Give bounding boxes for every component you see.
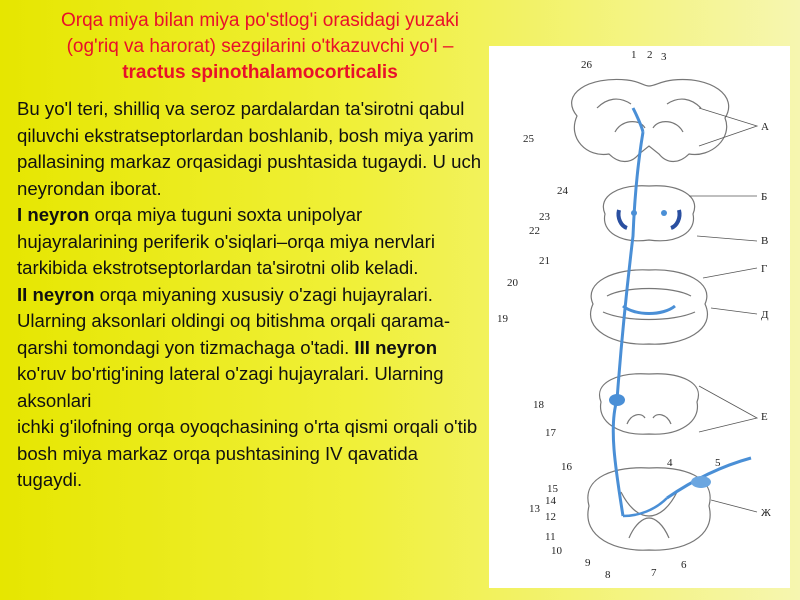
label-23: 23 — [539, 211, 550, 223]
label-22: 22 — [529, 225, 540, 237]
label-5: 5 — [715, 457, 721, 469]
neuron-2-3-paragraph — [17, 282, 485, 415]
pathway-diagram-svg — [489, 46, 790, 588]
label-9: 9 — [585, 557, 591, 569]
title-line-3: tractus spinothalamocorticalis — [122, 62, 398, 83]
neuron-3-text: ko'ruv bo'rtig'ining lateral o'zagi hujayralari. Ularning aksonlari — [17, 363, 444, 411]
pons-section — [591, 270, 708, 344]
medial-lemniscus — [623, 306, 675, 314]
label-2: 2 — [647, 49, 653, 61]
label-26: 26 — [581, 59, 592, 71]
label-18: 18 — [533, 399, 544, 411]
letter-G: Г — [761, 263, 768, 275]
final-paragraph: ichki g'ilofning orqa oyoqchasining o'rta qismi orqali o'tib bosh miya markaz orqa pushtasining IV qavatida tugaydi. — [17, 416, 478, 490]
title-line-2: (og'riq va harorat) sezgilarini o'tkazuvchi yo'l – — [66, 36, 454, 57]
brain-section — [572, 79, 729, 161]
letter-B: Б — [761, 191, 768, 203]
label-14: 14 — [545, 495, 556, 507]
neuron-2-text: orqa miyaning xususiy o'zagi hujayralari. Ularning aksonlari oldingi oq bitishma orqali qarama-qarshi tomondagi yon tizmachaga o'tadi. — [17, 283, 451, 358]
spinal-ganglion — [691, 476, 711, 488]
letter-Zh: Ж — [761, 507, 771, 519]
slide-body-text — [17, 96, 485, 494]
red-nucleus-right — [661, 210, 667, 216]
neuron-1-paragraph — [17, 202, 485, 282]
label-12: 12 — [545, 511, 556, 523]
label-25: 25 — [523, 133, 534, 145]
letter-E: Е — [761, 411, 768, 423]
letter-V: В — [761, 235, 769, 247]
neuron-1-label: I neyron — [17, 204, 90, 225]
label-7: 7 — [651, 567, 657, 579]
slide-title — [10, 8, 510, 86]
label-16: 16 — [561, 461, 572, 473]
substantia-nigra-right — [671, 210, 680, 228]
pathway-diagram — [489, 46, 790, 588]
neuron-2-label: II neyron — [17, 283, 95, 305]
label-3: 3 — [661, 51, 667, 63]
title-line-1: Orqa miya bilan miya po'stlog'i orasidagi yuzaki — [61, 10, 459, 31]
letter-D: Д — [761, 309, 769, 321]
substantia-nigra-left — [618, 210, 627, 228]
label-17: 17 — [545, 427, 556, 439]
label-6: 6 — [681, 559, 687, 571]
thalamic-radiation — [633, 108, 643, 132]
label-24: 24 — [557, 185, 568, 197]
letter-A: А — [761, 121, 769, 133]
intro-paragraph: Bu yo'l teri, shilliq va seroz pardalardan ta'sirotni qabul qiluvchi ekstratseptorlardan boshlanib, bosh miya yarim pallasining markaz orqasidagi pushtasida tugaydi. U uch neyrondan iborat. — [17, 98, 482, 199]
label-20: 20 — [507, 277, 518, 289]
label-4: 4 — [667, 457, 673, 469]
label-13: 13 — [529, 503, 540, 515]
label-19: 19 — [497, 313, 508, 325]
label-21: 21 — [539, 255, 550, 267]
section-brackets — [689, 108, 757, 512]
label-1: 1 — [631, 49, 637, 61]
label-15: 15 — [547, 483, 558, 495]
label-11: 11 — [545, 531, 556, 543]
neuron-3-label: III neyron — [354, 336, 438, 358]
label-8: 8 — [605, 569, 611, 581]
label-10: 10 — [551, 545, 562, 557]
neuron-1-text: orqa miya tuguni soxta unipolyar hujayralarining periferik o'siqlari–orqa miya nervlari tarkibida ekstrotseptorlardan ta'sirotni olib keladi. — [17, 204, 435, 278]
